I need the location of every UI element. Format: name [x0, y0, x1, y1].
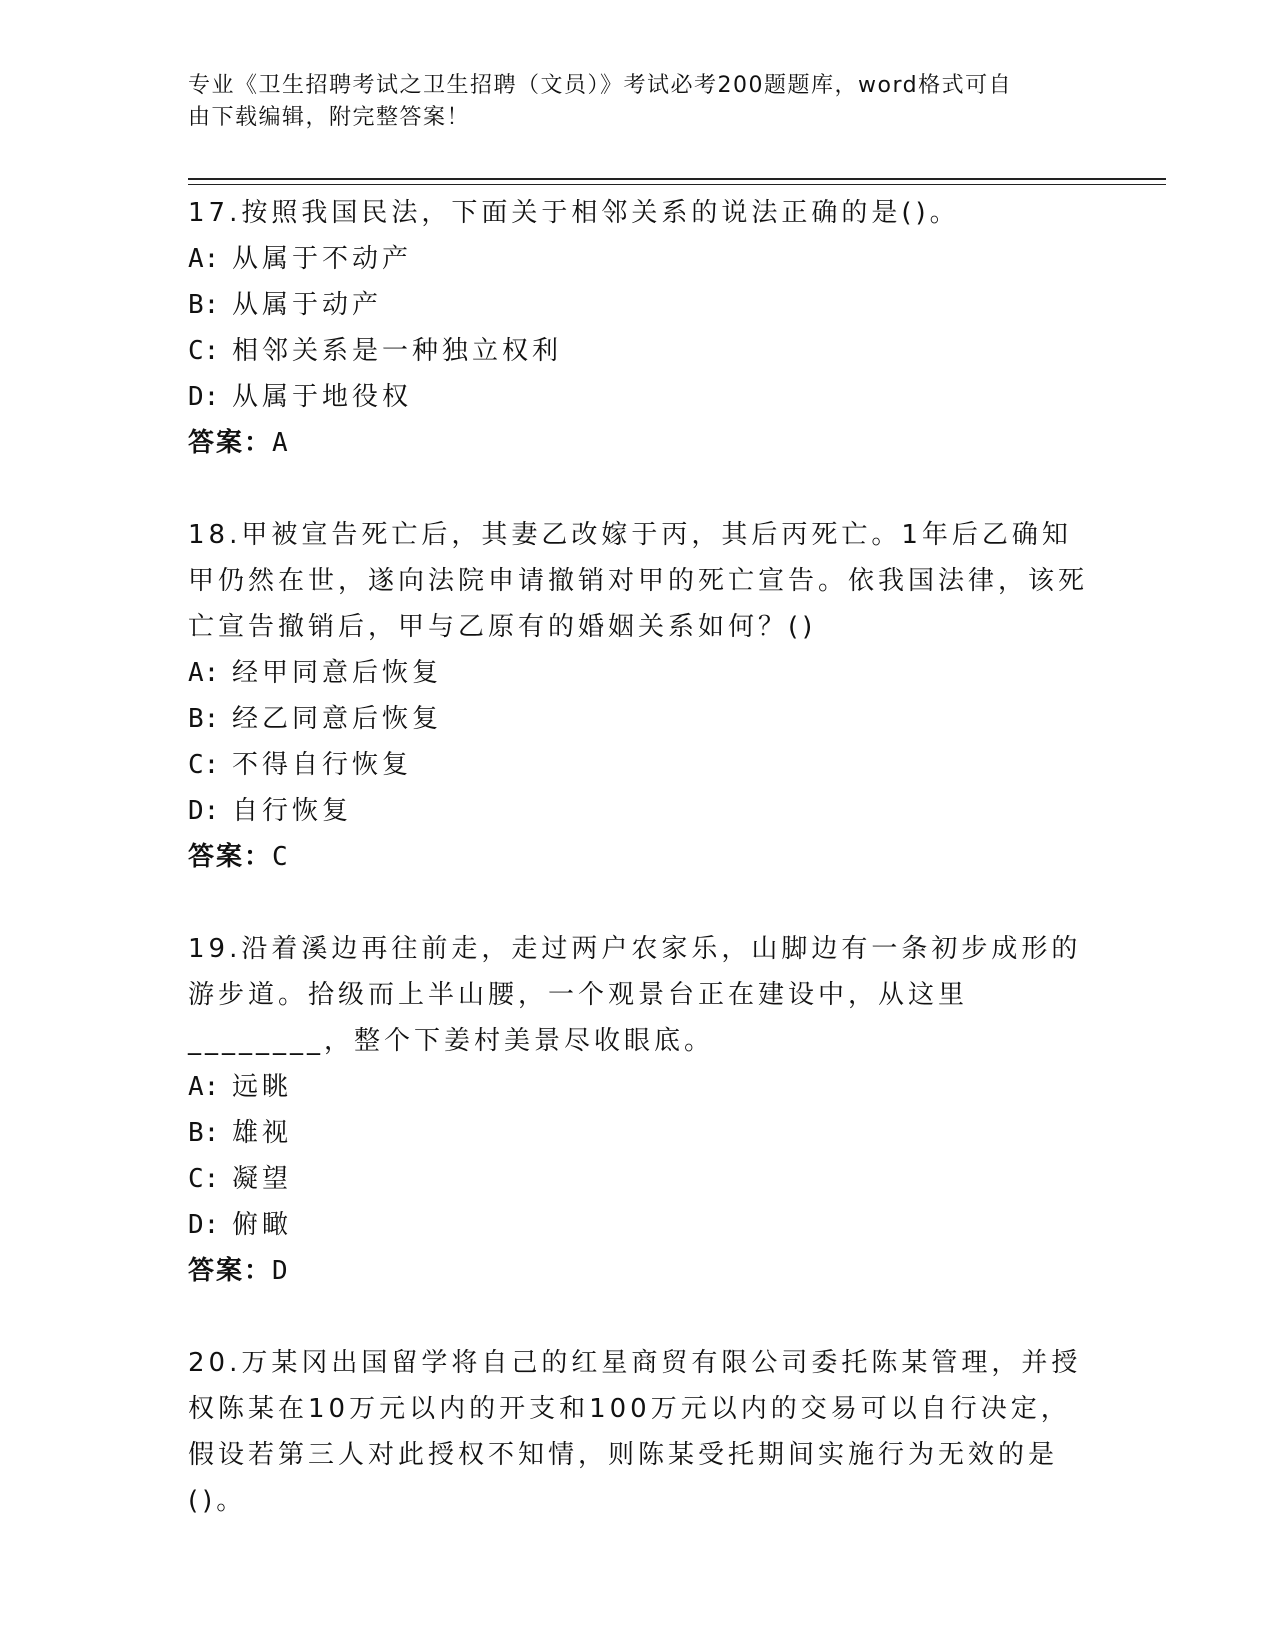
option-text: 从属于地役权: [232, 382, 413, 412]
header-line-1: 专业《卫生招聘考试之卫生招聘（文员）》考试必考200题题库，word格式可自: [188, 73, 1013, 98]
answer-label: 答案：: [188, 842, 273, 872]
option-letter: A:: [188, 244, 220, 274]
option-a: [188, 650, 1088, 696]
option-letter: C:: [188, 1164, 220, 1194]
option-d: [188, 788, 1088, 834]
answer-line: [188, 834, 1088, 880]
option-c: [188, 1156, 1088, 1202]
option-a: [188, 1064, 1088, 1110]
answer-value: A: [272, 428, 290, 458]
option-text: 自行恢复: [232, 796, 353, 826]
option-letter: B:: [188, 290, 220, 320]
option-a: [188, 236, 1088, 282]
option-text: 从属于不动产: [232, 244, 413, 274]
option-letter: C:: [188, 336, 220, 366]
option-c: [188, 328, 1088, 374]
answer-label: 答案：: [188, 1256, 273, 1286]
question-20: [188, 1340, 1088, 1524]
option-text: 经乙同意后恢复: [232, 704, 443, 734]
answer-value: D: [272, 1256, 290, 1286]
question-stem: 20.万某冈出国留学将自己的红星商贸有限公司委托陈某管理，并授权陈某在10万元以内的开支和100万元以内的交易可以自行决定，假设若第三人对此授权不知情，则陈某受托期间实施行为无效的是()。: [188, 1348, 1082, 1516]
question-17: [188, 190, 1088, 466]
option-b: [188, 696, 1088, 742]
option-letter: B:: [188, 1118, 220, 1148]
option-letter: D:: [188, 796, 220, 826]
answer-line: [188, 1248, 1088, 1294]
option-text: 远眺: [232, 1072, 293, 1102]
option-text: 凝望: [232, 1164, 293, 1194]
question-19: [188, 926, 1088, 1294]
option-text: 从属于动产: [232, 290, 383, 320]
question-18: [188, 512, 1088, 880]
option-letter: A:: [188, 1072, 220, 1102]
question-stem: 17.按照我国民法，下面关于相邻关系的说法正确的是()。: [188, 198, 960, 228]
option-letter: A:: [188, 658, 220, 688]
option-letter: C:: [188, 750, 220, 780]
option-text: 俯瞰: [232, 1210, 293, 1240]
option-b: [188, 282, 1088, 328]
option-text: 雄视: [232, 1118, 293, 1148]
question-stem: 19.沿着溪边再往前走，走过两户农家乐，山脚边有一条初步成形的游步道。拾级而上半山腰，一个观景台正在建设中，从这里________，整个下姜村美景尽收眼底。: [188, 934, 1082, 1056]
question-stem: 18.甲被宣告死亡后，其妻乙改嫁于丙，其后丙死亡。1年后乙确知甲仍然在世，遂向法院申请撤销对甲的死亡宣告。依我国法律，该死亡宣告撤销后，甲与乙原有的婚姻关系如何？(): [188, 520, 1089, 642]
document-header: [188, 70, 1068, 134]
option-b: [188, 1110, 1088, 1156]
header-line-2: 由下载编辑，附完整答案！: [188, 105, 471, 130]
answer-line: [188, 420, 1088, 466]
option-d: [188, 374, 1088, 420]
option-d: [188, 1202, 1088, 1248]
header-divider-thin: [188, 184, 1166, 185]
option-text: 相邻关系是一种独立权利: [232, 336, 563, 366]
option-letter: D:: [188, 1210, 220, 1240]
option-letter: D:: [188, 382, 220, 412]
answer-value: C: [272, 842, 290, 872]
header-divider-thick: [188, 178, 1166, 180]
option-letter: B:: [188, 704, 220, 734]
question-list: [188, 190, 1088, 1524]
answer-label: 答案：: [188, 428, 273, 458]
option-c: [188, 742, 1088, 788]
option-text: 不得自行恢复: [232, 750, 413, 780]
option-text: 经甲同意后恢复: [232, 658, 443, 688]
